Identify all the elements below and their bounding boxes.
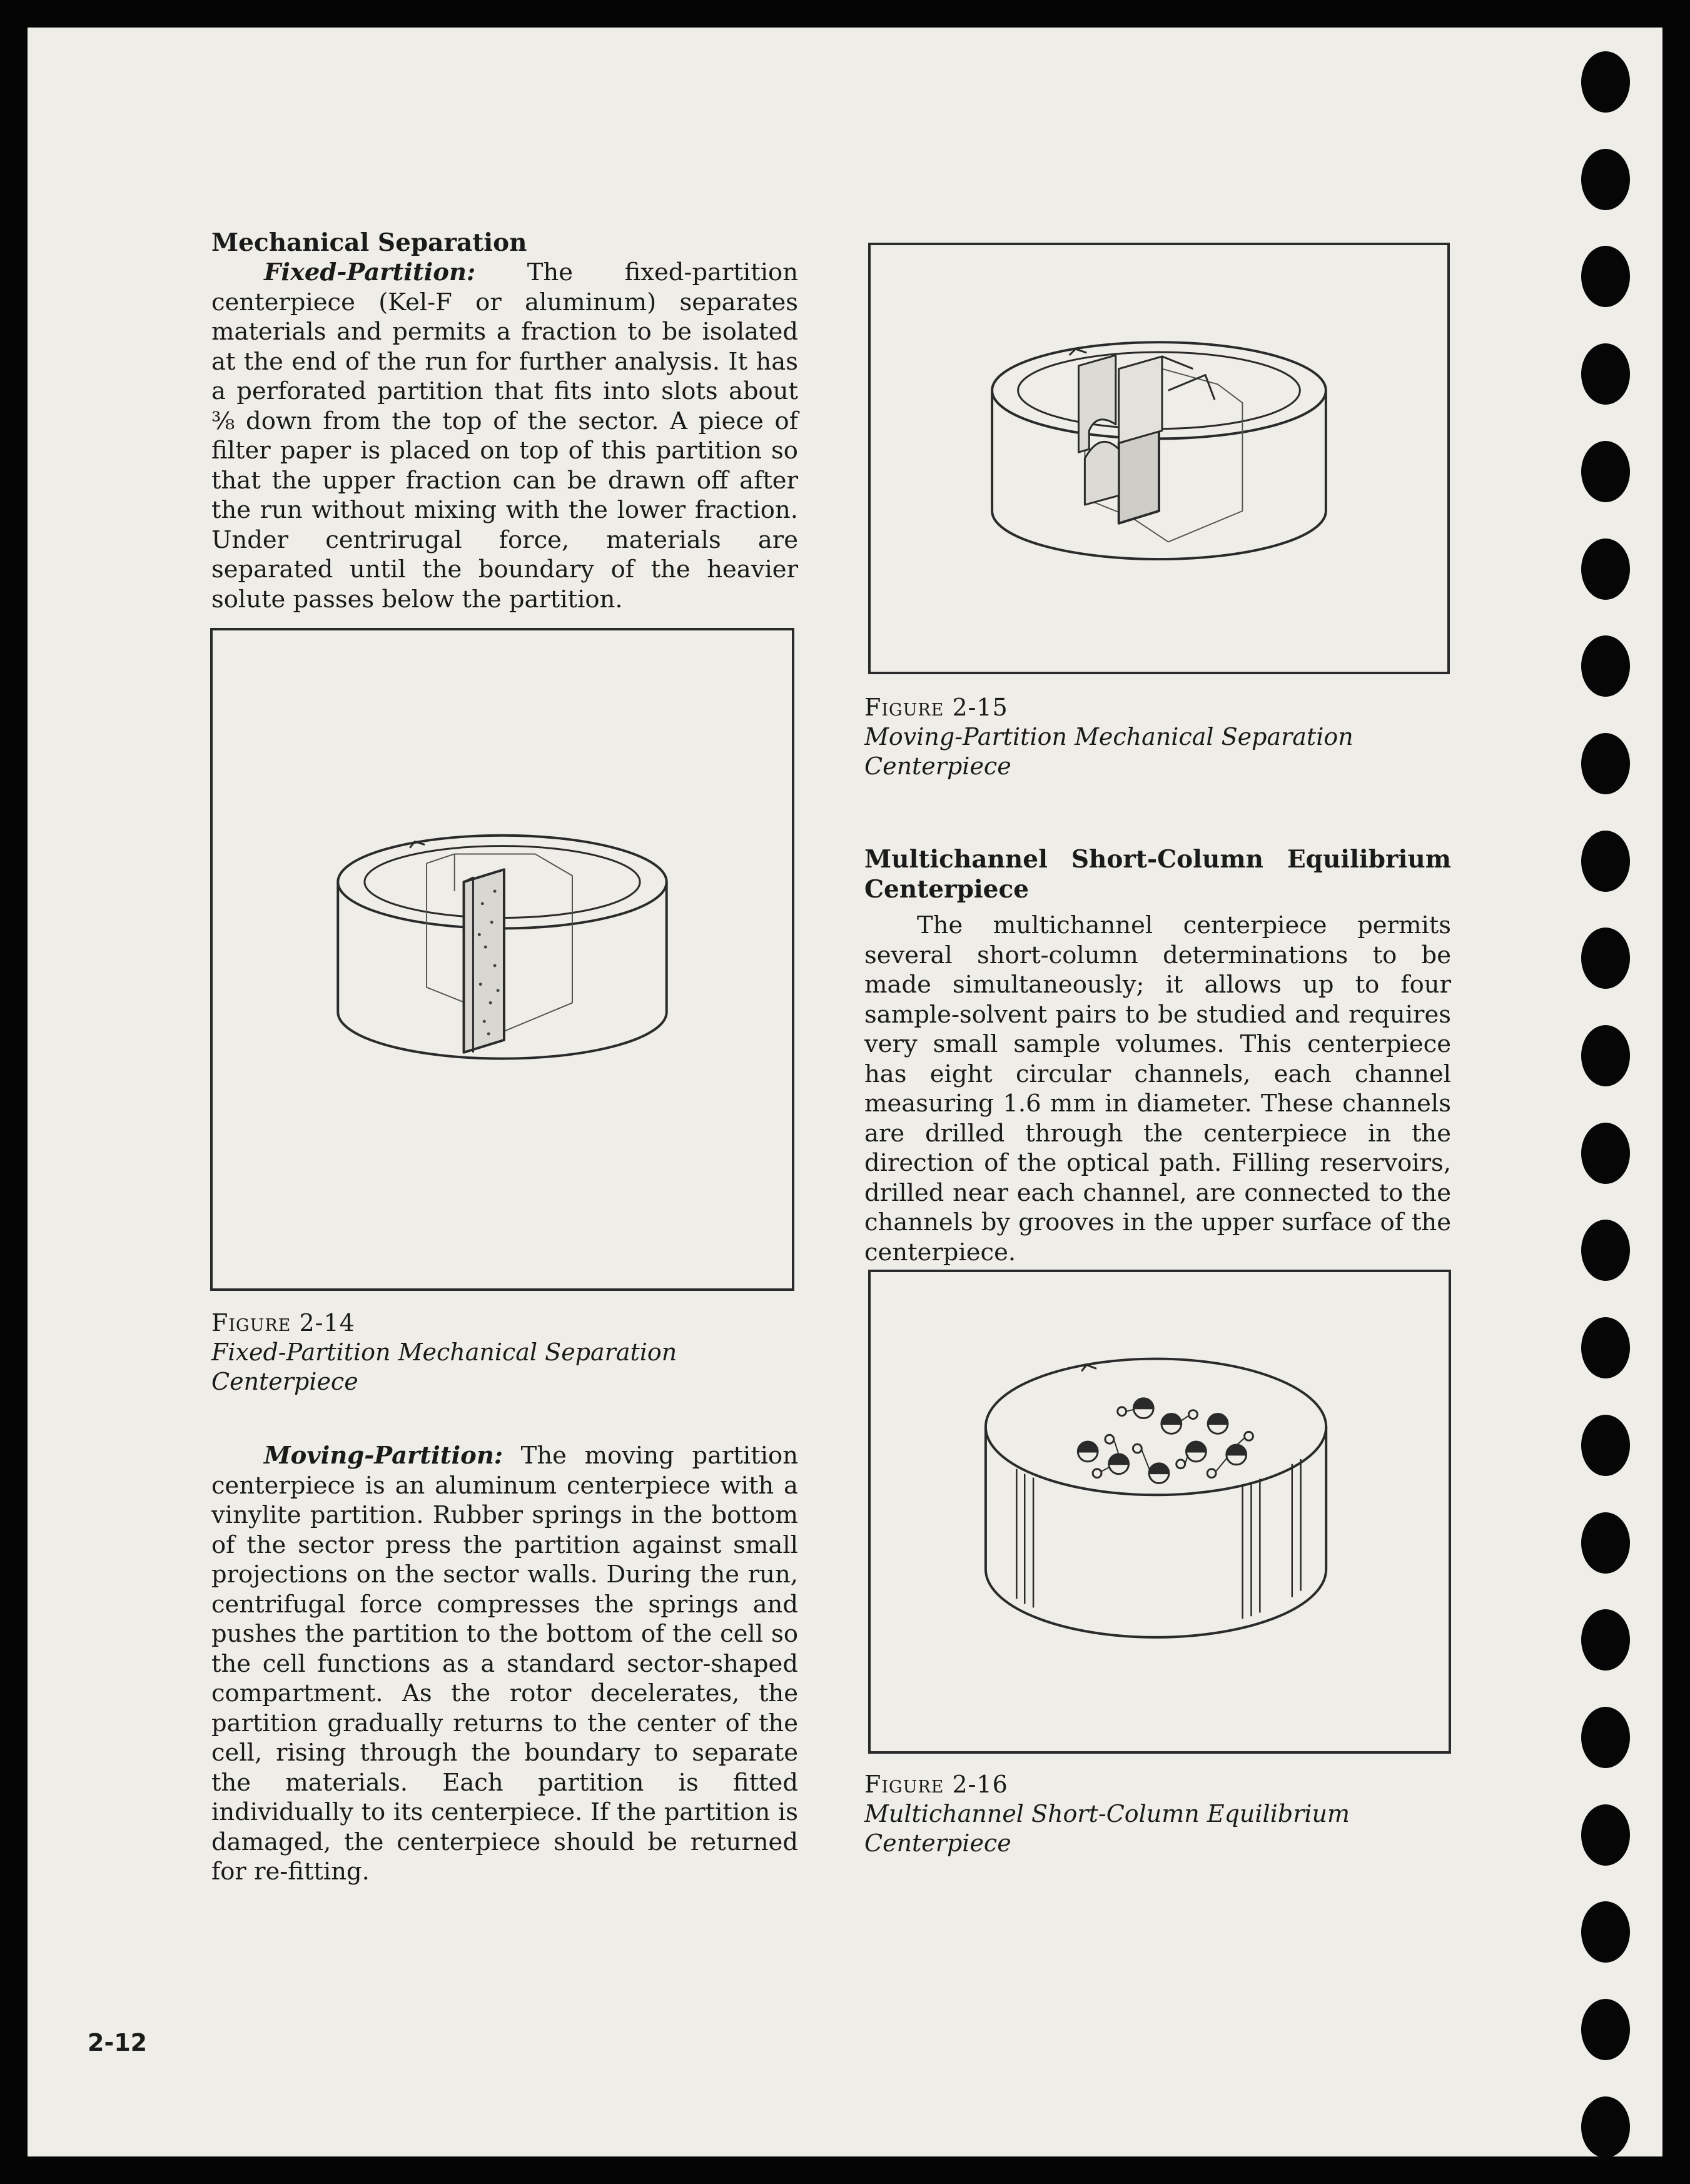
binding-hole [1581,246,1630,307]
binding-hole [1581,1901,1630,1963]
figure-2-14-caption [211,1308,774,1397]
figure-2-14-frame [210,628,794,1291]
moving-partition-centerpiece-illustration [871,245,1447,672]
binding-hole [1581,1512,1630,1574]
binding-hole [1581,441,1630,502]
binding-hole [1581,1609,1630,1671]
binding-hole [1581,1123,1630,1184]
figure-2-15-title: Moving-Partition Mechanical Separation Centerpiece [864,723,1354,780]
fixed-partition-lead: Fixed-Partition: [264,258,476,286]
moving-partition-paragraph [211,1441,798,1887]
left-column-top [211,228,798,614]
moving-partition-lead: Moving-Partition: [264,1442,503,1470]
binding-hole [1581,1220,1630,1281]
binding-hole [1581,1707,1630,1768]
section-heading-multichannel: Multichannel Short-Column Equilibrium Centerpiece [864,845,1451,904]
figure-2-16-frame [868,1270,1451,1754]
figure-2-15-frame [868,243,1450,674]
binding-hole [1581,149,1630,210]
fixed-partition-paragraph [211,258,798,614]
figure-2-14-number: Figure 2-14 [211,1309,355,1337]
binding-hole [1581,1804,1630,1866]
binding-hole [1581,635,1630,697]
fixed-partition-text: The fixed-partition centerpiece (Kel-F or aluminum) separates materials and permits a fraction to be isolated at the end of the run for further analysis. It has a perforated partition that fits into slots about ⅜ down from the top of the sector. A piece of filter paper is placed on top of this partition so that the upper fraction can be drawn off after the run without mixing with the lower fraction. Under centrirugal force, materials are separated until the boundary of the heavier solute passes below the partition. [211,258,798,614]
figure-2-16-number: Figure 2-16 [864,1771,1008,1798]
figure-2-16-title: Multichannel Short-Column Equilibrium Centerpiece [864,1800,1350,1857]
binding-hole [1581,733,1630,794]
binding-hole [1581,1317,1630,1378]
binding-hole [1581,928,1630,989]
binding-hole [1581,2096,1630,2158]
binding-hole [1581,1415,1630,1476]
figure-2-15-number: Figure 2-15 [864,694,1008,721]
binding-hole [1581,831,1630,892]
binding-hole [1581,1025,1630,1086]
binding-hole [1581,51,1630,113]
section-heading-mechanical-separation: Mechanical Separation [211,228,527,257]
moving-partition-text: The moving partition centerpiece is an aluminum centerpiece with a vinylite partition. Rubber springs in the bottom of the sector press the partition against small projections on the sector walls. During the run, centrifugal force compresses the springs and pushes the partition to the bottom of the cell so the cell functions as a standard sector-shaped compartment. As the rotor decelerates, the partition gradually returns to the center of the cell, rising through the boundary to separate the materials. Each partition is fitted individually to its centerpiece. If the partition is damaged, the centerpiece should be returned for re-fitting. [211,1442,798,1886]
right-column-text [864,844,1451,1267]
binding-hole [1581,343,1630,405]
multichannel-paragraph: The multichannel centerpiece permits several short-column determinations to be made simultaneously; it allows up to four sample-solvent pairs to be studied and requires very small sample volumes. This centerpiece has eight circular channels, each channel measuring 1.6 mm in diameter. These channels are drilled through the centerpiece in the direction of the optical path. Filling reservoirs, drilled near each channel, are connected to the channels by grooves in the upper surface of the centerpiece. [864,911,1451,1266]
fixed-partition-centerpiece-illustration [213,630,792,1288]
page-number: 2-12 [88,2029,148,2056]
left-column-bottom [211,1441,798,1887]
binding-hole [1581,538,1630,600]
multichannel-centerpiece-illustration [871,1272,1449,1751]
figure-2-15-caption [864,693,1440,781]
figure-2-14-title: Fixed-Partition Mechanical Separation Centerpiece [211,1338,677,1395]
binding-hole [1581,1999,1630,2060]
figure-2-16-caption [864,1770,1440,1858]
